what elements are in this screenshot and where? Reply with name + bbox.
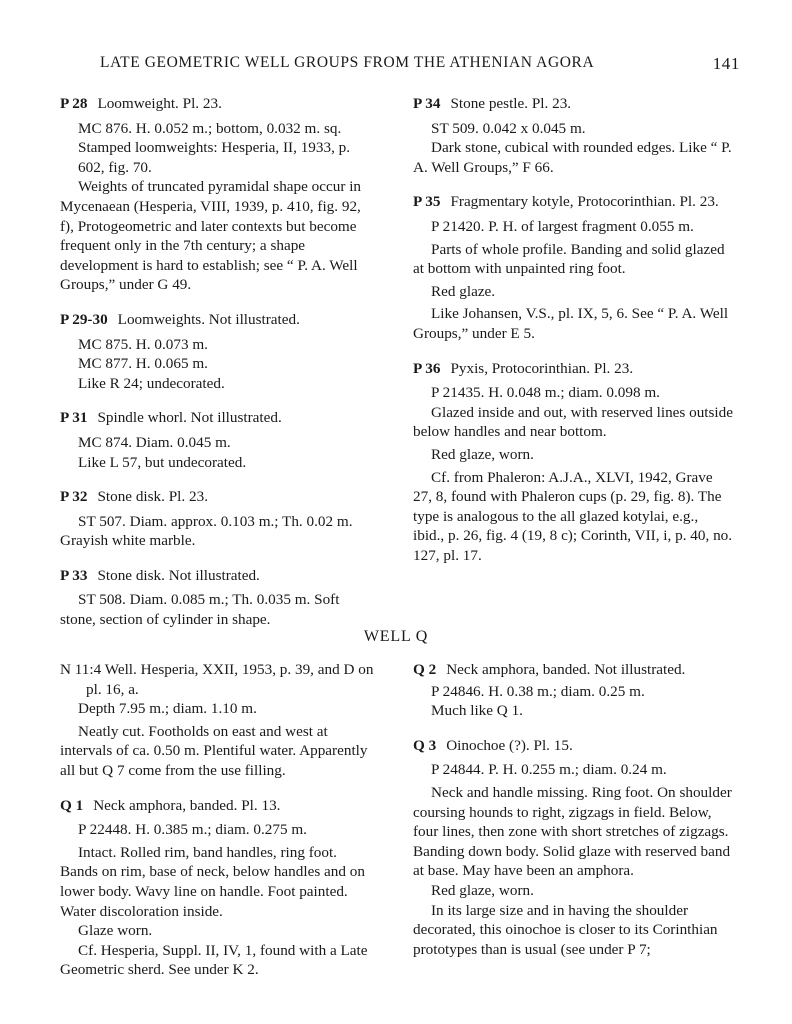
catalog-entry-p35 xyxy=(413,192,733,343)
well-intro: N 11:4 Well. Hesperia, XXII, 1953, p. 39, and D on pl. 16, a. xyxy=(60,661,374,698)
entry-heading: Oinochoe (?). Pl. 15. xyxy=(446,736,573,754)
entry-glaze: Red glaze, worn. xyxy=(431,881,534,899)
catalog-entry-p36 xyxy=(413,359,733,566)
section-heading: WELL Q xyxy=(363,628,429,645)
entry-id: P 32 xyxy=(60,488,88,506)
entry-glaze: Red glaze. xyxy=(431,282,496,300)
entry-id: Q 2 xyxy=(413,661,437,678)
entry-line: Like L 57, but undecorated. xyxy=(78,453,247,471)
entry-id: P 31 xyxy=(60,409,88,427)
entry-line: P 24846. H. 0.38 m.; diam. 0.25 m. xyxy=(431,682,645,700)
entry-line: MC 876. H. 0.052 m.; bottom, 0.032 m. sq. xyxy=(78,119,342,137)
catalog-entry-p33 xyxy=(60,566,376,630)
entry-line: P 22448. H. 0.385 m.; diam. 0.275 m. xyxy=(78,821,307,839)
entry-line: P 24844. P. H. 0.255 m.; diam. 0.24 m. xyxy=(431,761,667,779)
well-left-column xyxy=(60,660,376,995)
entry-heading: Neck amphora, banded. Pl. 13. xyxy=(93,796,281,814)
entry-line: ST 507. Diam. approx. 0.103 m.; Th. 0.02 m. xyxy=(78,512,353,530)
entry-like: Much like Q 1. xyxy=(431,702,523,720)
catalog-entry-p31 xyxy=(60,408,376,472)
entry-id: P 34 xyxy=(413,95,441,112)
entry-id: P 36 xyxy=(413,359,441,377)
page-number: 141 xyxy=(712,54,740,73)
entry-note: In its large size and in having the shoulder decorated, this oinochoe is closer to its Corinthian prototypes than is usual (see under P 7; xyxy=(413,901,718,958)
entry-line: P 21435. H. 0.048 m.; diam. 0.098 m. xyxy=(431,384,660,402)
entry-heading: Fragmentary kotyle, Protocorinthian. Pl. 23. xyxy=(450,193,719,211)
entry-id: P 33 xyxy=(60,566,88,584)
entry-comparison: Like Johansen, V.S., pl. IX, 5, 6. See “ P. A. Well Groups,” under E 5. xyxy=(413,305,729,342)
catalog-entry-p28 xyxy=(60,94,376,295)
well-right-column xyxy=(413,660,733,974)
entry-line: MC 875. H. 0.073 m. xyxy=(78,335,208,353)
entry-heading: Stone disk. Not illustrated. xyxy=(97,566,260,584)
catalog-entry-p32 xyxy=(60,487,376,551)
entry-heading: Stone disk. Pl. 23. xyxy=(97,488,208,506)
entry-glaze: Glaze worn. xyxy=(78,922,153,940)
entry-line: MC 877. H. 0.065 m. xyxy=(78,355,208,373)
entry-line: Stamped loomweights: Hesperia, II, 1933, p. 602, fig. 70. xyxy=(78,139,351,176)
entry-heading: Spindle whorl. Not illustrated. xyxy=(97,409,282,427)
entry-line: Like R 24; undecorated. xyxy=(78,374,225,392)
entry-comparison: Cf. Hesperia, Suppl. II, IV, 1, found with a Late Geometric sherd. See under K 2. xyxy=(60,941,368,979)
right-column xyxy=(413,94,733,580)
entry-heading: Neck amphora, banded. Not illustrated. xyxy=(446,661,686,678)
catalog-entry-p34 xyxy=(413,94,733,177)
entry-paragraph: Dark stone, cubical with rounded edges. Like “ P. A. Well Groups,” F 66. xyxy=(413,139,732,176)
catalog-entry-q2 xyxy=(413,660,733,721)
catalog-entry-p29-30 xyxy=(60,310,376,393)
well-paragraph: Neatly cut. Footholds on east and west at intervals of ca. 0.50 m. Plentiful water. Apparently all but Q 7 come from the use filling. xyxy=(60,722,368,779)
entry-paragraph: Glazed inside and out, with reserved lines outside below handles and near bottom. xyxy=(413,403,733,441)
entry-glaze: Red glaze, worn. xyxy=(431,445,534,463)
entry-paragraph: Weights of truncated pyramidal shape occur in Mycenaean (Hesperia, VIII, 1939, p. 410, fig. 92, f), Protogeometric and later contexts but become frequent only in the 7th century; a shape development is hard to establish; see “ P. A. Well Groups,” under G 49. xyxy=(60,178,362,294)
entry-paragraph: Grayish white marble. xyxy=(60,532,196,550)
well-description xyxy=(60,660,376,781)
entry-heading: Loomweight. Pl. 23. xyxy=(97,95,222,112)
running-title: LATE GEOMETRIC WELL GROUPS FROM THE ATHENIAN AGORA xyxy=(100,54,595,71)
entry-line: MC 874. Diam. 0.045 m. xyxy=(78,433,231,451)
entry-paragraph: Parts of whole profile. Banding and solid glazed at bottom with unpainted ring foot. xyxy=(413,240,725,278)
entry-paragraph: Intact. Rolled rim, band handles, ring foot. Bands on rim, base of neck, below handles and on lower body. Wavy line on handle. Foot painted. Water discoloration inside. xyxy=(60,843,365,920)
entry-id: Q 3 xyxy=(413,736,437,754)
entry-id: P 28 xyxy=(60,95,88,112)
entry-id: P 29-30 xyxy=(60,310,108,328)
entry-comparison: Cf. from Phaleron: A.J.A., XLVI, 1942, Grave 27, 8, found with Phaleron cups (p. 29, fig. 8). The type is analogous to the all glazed kotylai, e.g., ibid., p. 26, fig. 4 (19, 8 c); Corinth, VII, i, p. 40, no. 127, pl. 17. xyxy=(413,468,733,564)
entry-line: P 21420. P. H. of largest fragment 0.055 m. xyxy=(431,217,694,235)
well-depth: Depth 7.95 m.; diam. 1.10 m. xyxy=(78,700,257,718)
entry-id: Q 1 xyxy=(60,796,84,814)
entry-heading: Stone pestle. Pl. 23. xyxy=(450,95,572,112)
entry-paragraph: Neck and handle missing. Ring foot. On shoulder coursing hounds to right, zigzags in field. Below, four lines, then zone with short stretches of zigzags. Banding down body. Solid glaze with reserved band at base. May have been an amphora. xyxy=(413,783,732,880)
catalog-entry-q3 xyxy=(413,736,733,960)
entry-heading: Loomweights. Not illustrated. xyxy=(117,310,300,328)
catalog-entry-q1 xyxy=(60,796,376,980)
entry-id: P 35 xyxy=(413,193,441,211)
left-column xyxy=(60,94,376,645)
entry-paragraph: ST 508. Diam. 0.085 m.; Th. 0.035 m. Soft stone, section of cylinder in shape. xyxy=(60,591,340,629)
entry-heading: Pyxis, Protocorinthian. Pl. 23. xyxy=(450,359,634,377)
entry-line: ST 509. 0.042 x 0.045 m. xyxy=(431,119,586,137)
